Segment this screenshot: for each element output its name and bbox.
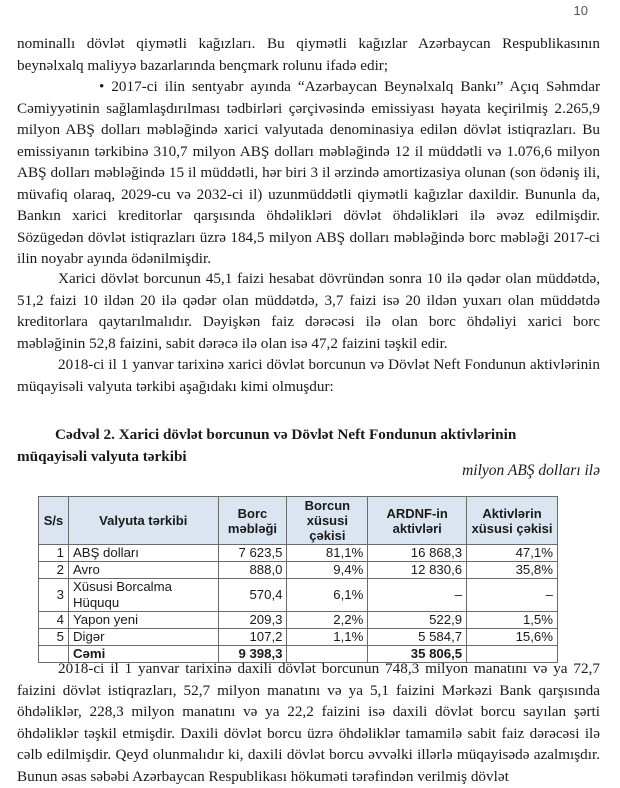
paragraph-3 — [17, 268, 600, 354]
table-caption — [17, 424, 600, 467]
cell-assets-share: 15,6% — [467, 629, 558, 646]
table-header-row — [39, 497, 558, 545]
cell-debt-share: 1,1% — [287, 629, 368, 646]
cell-assets: – — [368, 579, 467, 612]
paragraph-1-text: nominallı dövlət qiymətli kağızları. Bu qiymətli kağızlar Azərbaycan Respublikasının beynəlxalq maliyyə bazarlarında bençmark rolunu ifadə edir; — [17, 35, 600, 74]
table-row — [39, 545, 558, 562]
cell-assets: 5 584,7 — [368, 629, 467, 646]
cell-currency: Digər — [68, 629, 218, 646]
cell-debt: 7 623,5 — [218, 545, 287, 562]
cell-currency: ABŞ dolları — [68, 545, 218, 562]
paragraph-2-bullet-item — [17, 76, 600, 270]
cell-debt-share: 2,2% — [287, 612, 368, 629]
cell-currency: Avro — [68, 562, 218, 579]
cell-debt-share: 81,1% — [287, 545, 368, 562]
paragraph-4-text: 2018-ci il 1 yanvar tarixinə xarici dövlət borcunun və Dövlət Neft Fondunun aktivlərinin müqayisəli valyuta tərkibi aşağıdakı kimi olmuşdur: — [17, 356, 600, 395]
col-header-debt: Borc məbləği — [218, 497, 287, 545]
col-header-currency: Valyuta tərkibi — [68, 497, 218, 545]
cell-debt-share: 6,1% — [287, 579, 368, 612]
cell-debt: 888,0 — [218, 562, 287, 579]
cell-assets-share: 47,1% — [467, 545, 558, 562]
paragraph-5 — [17, 658, 600, 787]
cell-total-label: Cəmi — [68, 646, 218, 663]
cell-total-debt: 9 398,3 — [218, 646, 287, 663]
currency-composition-table — [38, 496, 558, 663]
paragraph-1 — [17, 33, 600, 76]
cell-debt: 570,4 — [218, 579, 287, 612]
col-header-assets: ARDNF-in aktivləri — [368, 497, 467, 545]
cell-index: 1 — [39, 545, 69, 562]
col-header-index: S/s — [39, 497, 69, 545]
cell-index: 2 — [39, 562, 69, 579]
table-unit-note: milyon ABŞ dolları ilə — [462, 462, 600, 479]
cell-index: 5 — [39, 629, 69, 646]
paragraph-3-text: Xarici dövlət borcunun 45,1 faizi hesabat dövründən sonra 10 ilə qədər olan müddətdə, 51,2 faizi 10 ildən 20 ilə qədər olan müddətdə, 3,7 faizi isə 20 ildən yuxarı olan müddətdə kreditorlara qaytarılmalıdır. Dəyişkən faiz dərəcəsi ilə olan borc öhdəliyi xarici borc məbləğinin 52,8 faizini, sabit dərəcə ilə olan isə 47,2 faizini təşkil edir. — [17, 270, 600, 352]
cell-assets: 16 868,3 — [368, 545, 467, 562]
cell-debt: 107,2 — [218, 629, 287, 646]
col-header-assets-share: Aktivlərin xüsusi çəkisi — [467, 497, 558, 545]
cell-index: 4 — [39, 612, 69, 629]
bullet-icon: • — [99, 78, 105, 95]
table-row — [39, 612, 558, 629]
cell-assets-share: 35,8% — [467, 562, 558, 579]
page-number: 10 — [573, 3, 588, 18]
table-caption-line-1: Cədvəl 2. Xarici dövlət borcunun və Dövlət Neft Fondunun aktivlərinin — [55, 426, 517, 443]
paragraph-5-text: 2018-ci il 1 yanvar tarixinə daxili dövlət borcunun 748,3 milyon manatını və ya 72,7 faizini dövlət istiqrazları, 52,7 milyon manatını və ya 5,1 faizini Mərkəzi Bank qarşısında öhdəliklər, 228,3 milyon manatını və ya 22,2 faizini isə daxili dövlət borcu sayılan şərti öhdəliklər təşkil etmişdir. Daxili dövlət borcu üzrə öhdəliklər tamamilə sabit faiz dərəcəsi ilə cəlb edilmişdir. Qeyd olunmalıdır ki, daxili dövlət borcu əvvəlki illərlə müqayisədə azalmışdır. Bunun əsas səbəbi Azərbaycan Respublikası hökuməti tərəfindən verilmiş dövlət — [17, 660, 600, 785]
cell-debt-share: 9,4% — [287, 562, 368, 579]
table-row — [39, 629, 558, 646]
table-row — [39, 562, 558, 579]
cell-total-assets: 35 806,5 — [368, 646, 467, 663]
table-row — [39, 579, 558, 612]
table-caption-line-2: müqayisəli valyuta tərkibi — [17, 447, 187, 465]
cell-currency: Xüsusi Borcalma Hüququ — [68, 579, 218, 612]
cell-assets-share: – — [467, 579, 558, 612]
cell-assets: 12 830,6 — [368, 562, 467, 579]
cell-assets: 522,9 — [368, 612, 467, 629]
cell-index: 3 — [39, 579, 69, 612]
paragraph-4 — [17, 354, 600, 397]
cell-currency: Yapon yeni — [68, 612, 218, 629]
cell-assets-share: 1,5% — [467, 612, 558, 629]
cell-debt: 209,3 — [218, 612, 287, 629]
col-header-debt-share: Borcun xüsusi çəkisi — [287, 497, 368, 545]
paragraph-2-text: 2017-ci ilin sentyabr ayında “Azərbaycan Beynəlxalq Bankı” Açıq Səhmdar Cəmiyyətinin sağlamlaşdırılması tədbirləri çərçivəsində emissiyası həyata keçirilmiş 2.265,9 milyon ABŞ dolları məbləğində xarici valyutada denominasiya edilən dövlət istiqrazları. Bu emissiyanın tərkibinə 310,7 milyon ABŞ dolları məbləğində 12 il müddətli və 1.076,6 milyon ABŞ dolları məbləğində 15 il müddətli, hər biri 3 il ərzində amortizasiya olunan (son ödəniş ili, müvafiq olaraq, 2029-cu və 2032-ci il) uzunmüddətli qiymətli kağızlar daxildir. Bununla da, Bankın xarici kreditorlar qarşısında öhdəlikləri dövlət öhdəlikləri ilə əvəz edilmişdir. Sözügedən dövlət istiqrazları üzrə 184,5 milyon ABŞ dolları məbləğində borc məbləği 2017-ci ilin noyabr ayında ödənilmişdir. — [17, 78, 601, 267]
